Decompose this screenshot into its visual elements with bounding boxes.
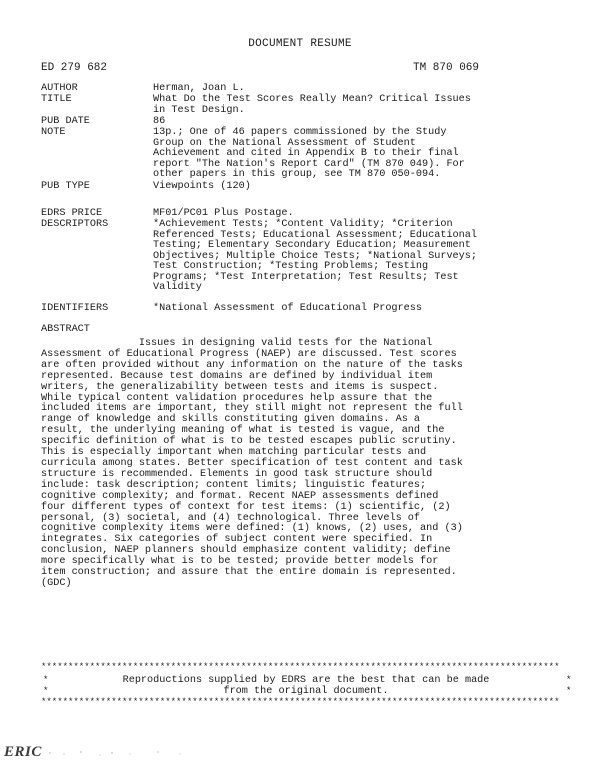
- field-value: What Do the Test Scores Really Mean? Critical Issues in Test Design.: [153, 94, 471, 116]
- field-value: Viewpoints (120): [153, 181, 251, 192]
- field-pub-type: [41, 182, 561, 193]
- document-title: DOCUMENT RESUME: [248, 38, 352, 50]
- field-value: *National Assessment of Educational Progress: [153, 303, 422, 314]
- field-value: MF01/PC01 Plus Postage.: [153, 208, 294, 219]
- abstract-label: ABSTRACT: [41, 324, 90, 335]
- field-pub-date: [41, 117, 561, 128]
- field-value: 86: [153, 116, 166, 127]
- field-label: NOTE: [41, 127, 66, 138]
- field-value: *Achievement Tests; *Content Validity; *Criterion Referenced Tests; Educational Assessment; Educational Testing; Elementary Secondary Education; Measurement Objectives; Multiple Choice Tests; *National Surveys; Test Construction; *Testing Problems; Testing Programs; *Test Interpretation; Test Results; Test Validity: [153, 219, 478, 293]
- ed-number: ED 279 682: [41, 62, 108, 74]
- field-label: PUB TYPE: [41, 181, 90, 192]
- field-author: [41, 84, 561, 95]
- tm-number: TM 870 069: [413, 62, 480, 74]
- footer-reproduction-line2: from the original document.: [223, 686, 389, 697]
- eric-logo: ERIC: [4, 744, 42, 760]
- footer-side-star-right: *: [566, 686, 572, 696]
- field-label: IDENTIFIERS: [41, 303, 109, 314]
- field-value: Herman, Joan L.: [153, 83, 245, 94]
- footer-star-border-top: ************************************************************************************************: [41, 662, 560, 672]
- abstract-text: Issues in designing valid tests for the National Assessment of Educational Progress (NAEP) are discussed. Test scores are often provided without any information on the nature of the tasks represented. Because test domains are defined by individual item writers, the generalizability between tests and items is suspect. While typical content validation procedures help assure that the included items are important, they still might not represent the full range of knowledge and skills constituting given domains. As a result, the underlying meaning of what is tested is vague, and the specific definition of what is to be tested escapes public scrutiny. This is especially important when matching particular tests and curricula among states. Better specification of test content and task structure is recommended. Elements in good task structure should include: task description; content limits; linguistic features; cognitive complexity; and format. Recent NAEP assessments defined four different types of context for test items: (1) scientific, (2) personal, (3) societal, and (4) technological. Three levels of cognitive complexity items were defined: (1) knows, (2) uses, and (3) integrates. Six categories of subject content were specified. In conclusion, NAEP planners should emphasize content validity; define more specifically what is to be tested; provide better models for item construction; and assure that the entire domain is represented. (GDC): [41, 338, 463, 589]
- footer-side-star-left: *: [43, 675, 49, 685]
- field-value: 13p.; One of 46 papers commissioned by the Study Group on the National Assessment of Student Achievement and cited in Appendix B to their final report "The Nation's Report Card" (TM 870 049). For other papers in this group, see TM 870 050-094.: [153, 127, 465, 180]
- field-label: DESCRIPTORS: [41, 219, 109, 230]
- field-edrs-price: [41, 209, 561, 220]
- field-identifiers: [41, 304, 561, 315]
- field-label: TITLE: [41, 94, 72, 105]
- field-title: [41, 95, 561, 116]
- field-note: [41, 128, 561, 181]
- footer-side-star-left: *: [43, 686, 49, 696]
- field-label: AUTHOR: [41, 83, 78, 94]
- field-label: PUB DATE: [41, 116, 90, 127]
- footer-side-star-right: *: [566, 675, 572, 685]
- field-descriptors: [41, 220, 561, 294]
- footer-star-border-bottom: ************************************************************************************************: [41, 697, 560, 707]
- field-label: EDRS PRICE: [41, 208, 103, 219]
- scan-noise: [40, 748, 190, 758]
- footer-reproduction-line1: Reproductions supplied by EDRS are the best that can be made: [122, 675, 490, 686]
